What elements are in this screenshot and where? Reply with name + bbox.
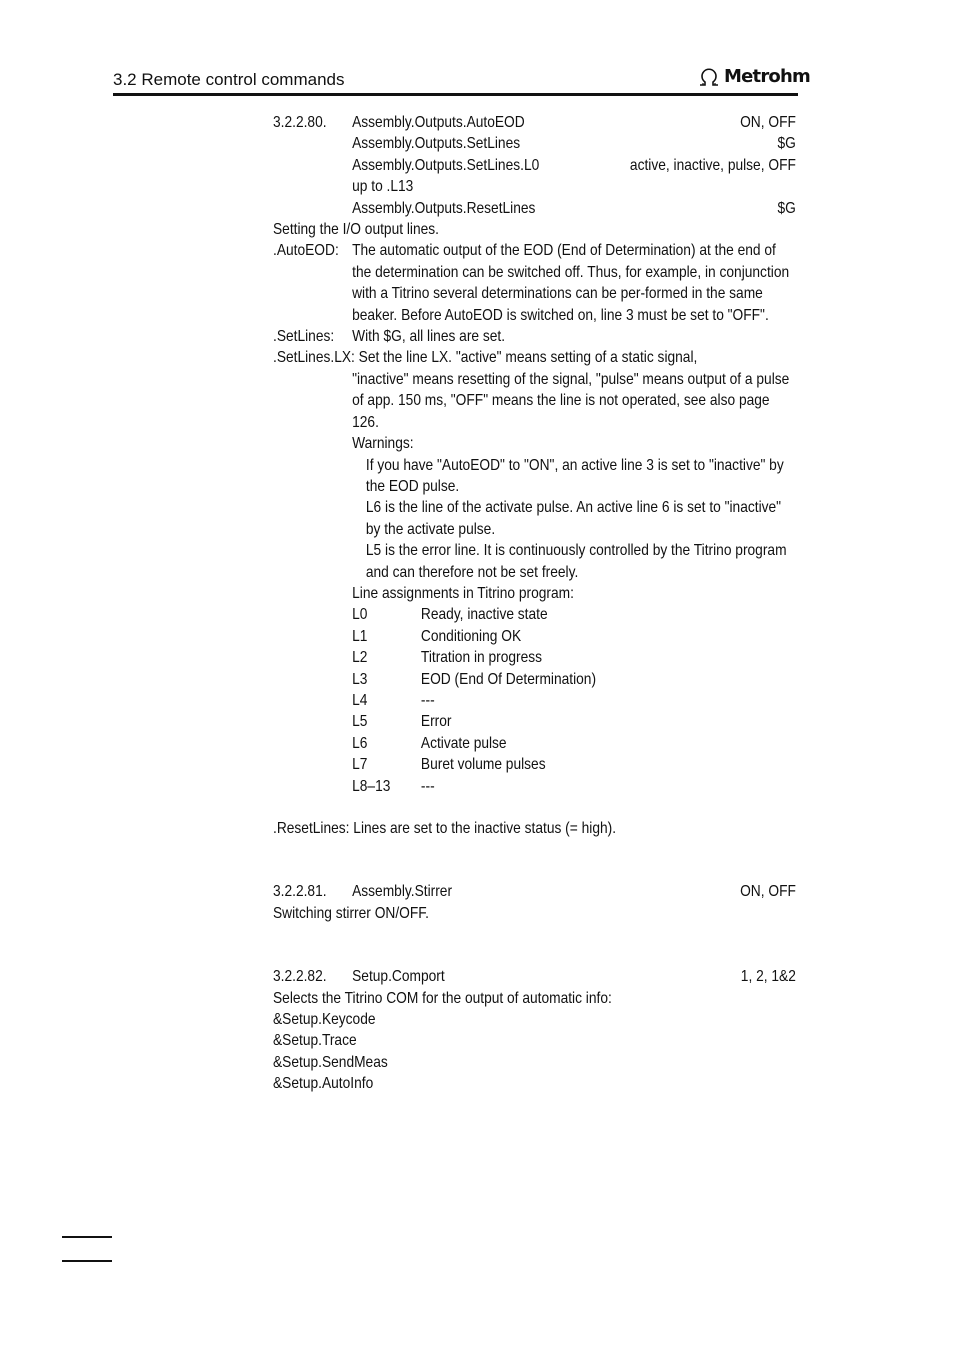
- line-code: L2: [352, 649, 368, 667]
- line-desc: Conditioning OK: [420, 627, 522, 645]
- command-row: [273, 881, 796, 902]
- section-number: 3.2.2.81.: [273, 883, 327, 901]
- line-code: L1: [352, 627, 368, 645]
- line-desc: Titration in progress: [420, 649, 543, 667]
- assignment-row: [273, 669, 796, 690]
- command-name: Setup.Comport: [352, 968, 445, 986]
- assignment-row: [273, 711, 796, 732]
- assignment-row: [273, 754, 796, 775]
- logo-text: Metrohm: [724, 66, 810, 87]
- warnings-title: Warnings:: [352, 435, 414, 453]
- assignment-row: [273, 690, 796, 711]
- range-note: up to .L13: [352, 178, 414, 196]
- section-description: Selects the Titrino COM for the output of automatic info:: [273, 989, 612, 1007]
- command-name: Assembly.Outputs.SetLines: [352, 135, 521, 153]
- omega-icon: [697, 67, 721, 87]
- intro-text: Setting the I/O output lines.: [273, 221, 439, 239]
- setup-item: &Setup.Trace: [273, 1032, 357, 1050]
- param-label: .AutoEOD:: [273, 242, 339, 260]
- command-value: $G: [777, 199, 796, 217]
- param-setlines: [273, 326, 796, 347]
- warning-item: L5 is the error line. It is continuously controlled by the Titrino program and can therefore not be set freely.: [365, 542, 787, 581]
- warning-item: L6 is the line of the activate pulse. An active line 6 is set to "inactive" by the activate pulse.: [365, 499, 782, 538]
- resetlines-text: .ResetLines: Lines are set to the inactive status (= high).: [273, 820, 617, 837]
- command-row: [273, 112, 796, 133]
- setup-item: &Setup.SendMeas: [273, 1053, 388, 1071]
- line-desc: Error: [420, 713, 452, 731]
- param-text: Set the line LX. "active" means setting of a static signal,: [358, 349, 698, 367]
- param-text: The automatic output of the EOD (End of Determination) at the end of the determination can be switched off. Thus, for example, in conjunction with a Titrino several determinations can be per-formed in the same beaker. Before AutoEOD is switched on, line 3 must be set to "OFF".: [352, 242, 790, 324]
- command-value: ON, OFF: [740, 883, 796, 901]
- param-text-continued: "inactive" means resetting of the signal, "pulse" means output of a pulse of app. 150 ms, "OFF" means the line is not operated, see also page 126.: [352, 370, 790, 431]
- line-desc: ---: [420, 691, 435, 709]
- metrohm-logo: [697, 66, 810, 87]
- command-name: Assembly.Outputs.AutoEOD: [352, 114, 525, 131]
- section-number: 3.2.2.80.: [273, 114, 327, 131]
- command-value: 1, 2, 1&2: [740, 968, 796, 986]
- param-label: .SetLines:: [273, 328, 335, 346]
- command-row: [273, 198, 796, 219]
- command-name: Assembly.Stirrer: [352, 883, 453, 901]
- command-row: [273, 133, 796, 154]
- line-desc: ---: [420, 777, 435, 795]
- section-description: Switching stirrer ON/OFF.: [273, 904, 429, 922]
- assignment-row: [273, 733, 796, 754]
- line-desc: Buret volume pulses: [420, 756, 546, 774]
- setup-item: &Setup.Keycode: [273, 1011, 376, 1029]
- line-code: L6: [352, 734, 368, 752]
- warning-item: If you have "AutoEOD" to "ON", an active line 3 is set to "inactive" by the EOD pulse.: [365, 456, 784, 495]
- line-desc: Activate pulse: [420, 734, 507, 752]
- command-name: Assembly.Outputs.ResetLines: [352, 199, 536, 217]
- assignments-title: Line assignments in Titrino program:: [352, 584, 574, 602]
- assignment-row: [273, 604, 796, 625]
- line-code: L4: [352, 691, 368, 709]
- command-name: Assembly.Outputs.SetLines.L0: [352, 156, 540, 174]
- command-value: ON, OFF: [740, 114, 796, 131]
- line-code: L7: [352, 756, 368, 774]
- command-row: [273, 966, 796, 987]
- line-code: L3: [352, 670, 368, 688]
- line-code: L0: [352, 606, 368, 624]
- assignment-row: [273, 776, 796, 797]
- command-row: [273, 155, 796, 176]
- section-title: 3.2 Remote control commands: [113, 70, 345, 89]
- param-autoeod: [273, 240, 796, 326]
- line-desc: Ready, inactive state: [420, 606, 548, 624]
- setup-item: &Setup.AutoInfo: [273, 1075, 374, 1093]
- header-rule: [113, 93, 798, 96]
- param-setlineslx: [273, 347, 796, 368]
- line-desc: EOD (End Of Determination): [420, 670, 597, 688]
- assignment-row: [273, 626, 796, 647]
- document-body: [273, 112, 796, 1095]
- line-code: L5: [352, 713, 368, 731]
- footer-rule: [62, 1236, 112, 1238]
- section-number: 3.2.2.82.: [273, 968, 327, 986]
- line-code: L8–13: [352, 777, 391, 795]
- command-value: $G: [777, 135, 796, 153]
- assignment-row: [273, 647, 796, 668]
- param-text: With $G, all lines are set.: [352, 328, 506, 346]
- param-label: .SetLines.LX:: [273, 349, 355, 367]
- footer-rule: [62, 1260, 112, 1262]
- command-value: active, inactive, pulse, OFF: [629, 156, 796, 174]
